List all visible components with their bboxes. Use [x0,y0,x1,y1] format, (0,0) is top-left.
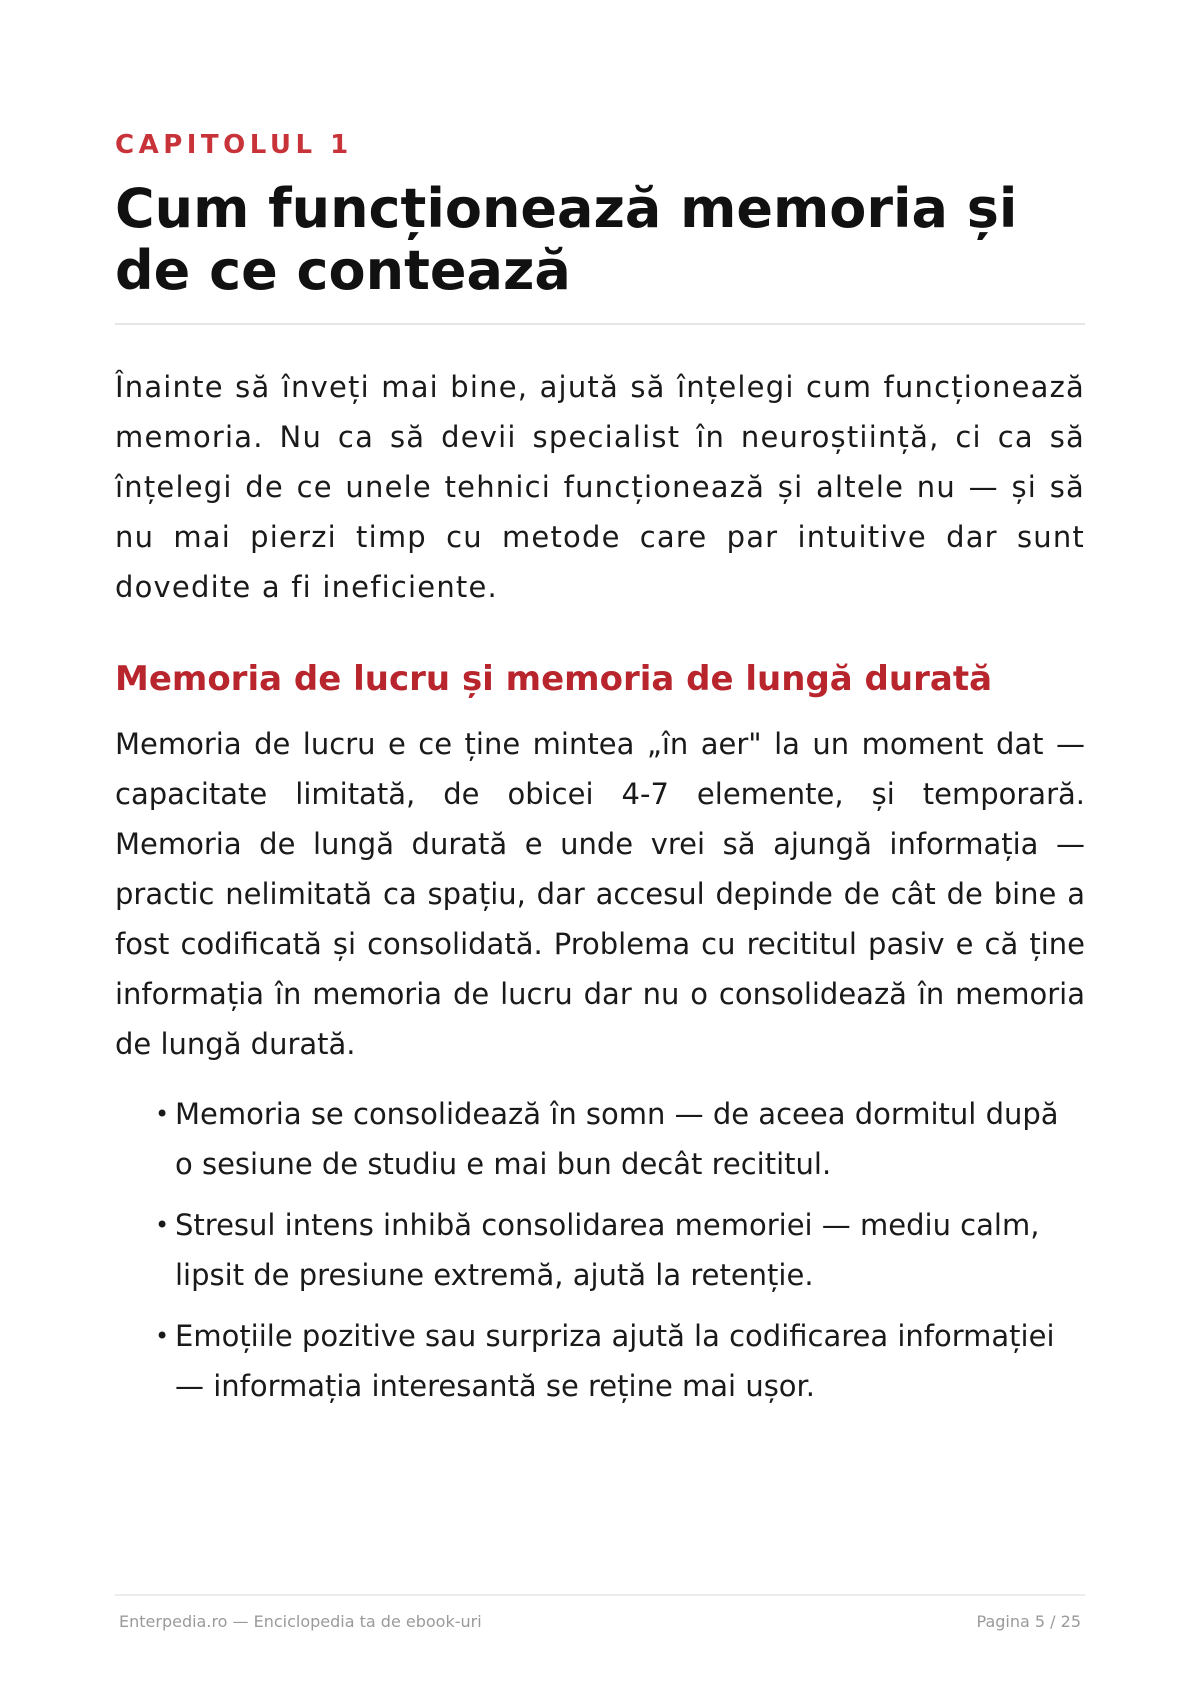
section-heading: Memoria de lucru și memoria de lungă durată [115,659,993,699]
bullet-item [155,1311,1085,1411]
bullet-list [155,1089,1085,1422]
footer-divider [115,1594,1085,1596]
chapter-label: CAPITOLUL 1 [115,130,353,160]
section-paragraph: Memoria de lucru e ce ține mintea „în aer" la un moment dat — capacitate limitată, de obicei 4-7 elemente, și temporară. Memoria de lungă durată e unde vrei să ajungă informația — practic nelimitată ca spațiu, dar accesul depinde de cât de bine a fost codificată și consolidată. Problema cu recititul pasiv e că ține informația în memoria de lucru dar nu o consolidează în memoria de lungă durată. [115,727,1085,1061]
document-page [115,0,1085,1683]
bullet-dot-icon: • [155,1100,170,1128]
chapter-title: Cum funcționează memoria și de ce contează [115,177,1018,302]
footer-site-name: Enterpedia.ro — Enciclopedia ta de ebook-uri [119,1612,482,1631]
bullet-item [155,1200,1085,1300]
footer-page-number: Pagina 5 / 25 [976,1612,1081,1631]
intro-paragraph: Înainte să înveți mai bine, ajută să înțelegi cum funcționează memoria. Nu ca să devii specialist în neuroștiință, ci ca să înțelegi de ce unele tehnici funcționează și altele nu — și să nu mai pierzi timp cu metode care par intuitive dar sunt dovedite a fi ineficiente. [115,370,1085,604]
title-divider [115,323,1085,325]
bullet-text: Stresul intens inhibă consolidarea memoriei — mediu calm, lipsit de presiune extremă, ajută la retenție. [175,1208,1040,1292]
bullet-text: Memoria se consolidează în somn — de aceea dormitul după o sesiune de studiu e mai bun decât recititul. [175,1097,1059,1181]
bullet-text: Emoțiile pozitive sau surpriza ajută la codificarea informației — informația interesantă se reține mai ușor. [175,1319,1055,1403]
bullet-item [155,1089,1085,1189]
bullet-dot-icon: • [155,1322,170,1350]
bullet-dot-icon: • [155,1211,170,1239]
